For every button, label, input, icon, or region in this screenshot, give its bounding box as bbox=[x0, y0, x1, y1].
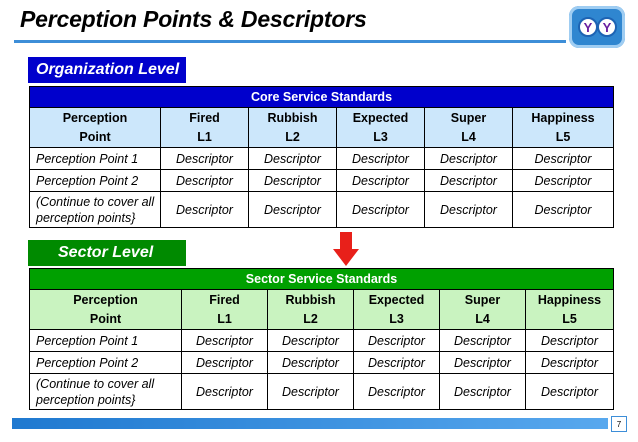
descriptor-cell: Descriptor bbox=[182, 374, 268, 410]
descriptor-cell: Descriptor bbox=[513, 170, 614, 192]
logo-left-ring: Y bbox=[578, 17, 598, 37]
descriptor-cell: Descriptor bbox=[513, 192, 614, 228]
table-row bbox=[30, 352, 614, 374]
descriptor-cell: Descriptor bbox=[337, 192, 425, 228]
perception-point-cell: Perception Point 2 bbox=[30, 352, 182, 374]
header-fired: Fired L1 bbox=[182, 290, 268, 330]
descriptor-cell: Descriptor bbox=[354, 374, 440, 410]
descriptor-cell: Descriptor bbox=[526, 352, 614, 374]
descriptor-cell: Descriptor bbox=[425, 170, 513, 192]
perception-point-cell: Perception Point 2 bbox=[30, 170, 161, 192]
descriptor-cell: Descriptor bbox=[440, 374, 526, 410]
header-perception-point: Perception Point bbox=[30, 108, 161, 148]
perception-point-cell: (Continue to cover all perception points} bbox=[30, 192, 161, 228]
descriptor-cell: Descriptor bbox=[249, 192, 337, 228]
descriptor-cell: Descriptor bbox=[161, 170, 249, 192]
descriptor-cell: Descriptor bbox=[161, 148, 249, 170]
header-super: Super L4 bbox=[425, 108, 513, 148]
header-super: Super L4 bbox=[440, 290, 526, 330]
page-number: 7 bbox=[611, 416, 627, 432]
descriptor-cell: Descriptor bbox=[440, 330, 526, 352]
descriptor-cell: Descriptor bbox=[425, 148, 513, 170]
company-logo bbox=[569, 6, 625, 48]
descriptor-cell: Descriptor bbox=[425, 192, 513, 228]
descriptor-cell: Descriptor bbox=[161, 192, 249, 228]
header-perception-point: Perception Point bbox=[30, 290, 182, 330]
descriptor-cell: Descriptor bbox=[268, 374, 354, 410]
header-fired: Fired L1 bbox=[161, 108, 249, 148]
descriptor-cell: Descriptor bbox=[249, 148, 337, 170]
header-rubbish: Rubbish L2 bbox=[268, 290, 354, 330]
table-row bbox=[30, 192, 614, 228]
table-row bbox=[30, 170, 614, 192]
sector-service-standards-table bbox=[29, 268, 614, 410]
descriptor-cell: Descriptor bbox=[354, 352, 440, 374]
descriptor-cell: Descriptor bbox=[526, 330, 614, 352]
descriptor-cell: Descriptor bbox=[354, 330, 440, 352]
descriptor-cell: Descriptor bbox=[526, 374, 614, 410]
descriptor-cell: Descriptor bbox=[440, 352, 526, 374]
sector-service-standards-band: Sector Service Standards bbox=[30, 269, 614, 290]
logo-right-ring: Y bbox=[597, 17, 617, 37]
header-expected: Expected L3 bbox=[354, 290, 440, 330]
descriptor-cell: Descriptor bbox=[337, 148, 425, 170]
table-row bbox=[30, 374, 614, 410]
perception-point-cell: Perception Point 1 bbox=[30, 148, 161, 170]
descriptor-cell: Descriptor bbox=[337, 170, 425, 192]
descriptor-cell: Descriptor bbox=[513, 148, 614, 170]
sector-level-label: Sector Level bbox=[28, 240, 186, 266]
header-rubbish: Rubbish L2 bbox=[249, 108, 337, 148]
down-arrow-icon bbox=[333, 232, 359, 266]
table-row bbox=[30, 148, 614, 170]
organization-level-label: Organization Level bbox=[28, 57, 186, 83]
header-happiness: Happiness L5 bbox=[513, 108, 614, 148]
title-underline bbox=[14, 40, 566, 43]
descriptor-cell: Descriptor bbox=[249, 170, 337, 192]
perception-point-cell: Perception Point 1 bbox=[30, 330, 182, 352]
core-service-standards-band: Core Service Standards bbox=[30, 87, 614, 108]
table-row bbox=[30, 330, 614, 352]
page-title: Perception Points & Descriptors bbox=[20, 6, 367, 32]
perception-point-cell: (Continue to cover all perception points} bbox=[30, 374, 182, 410]
header-happiness: Happiness L5 bbox=[526, 290, 614, 330]
header-expected: Expected L3 bbox=[337, 108, 425, 148]
descriptor-cell: Descriptor bbox=[268, 352, 354, 374]
core-service-standards-table bbox=[29, 86, 614, 228]
descriptor-cell: Descriptor bbox=[268, 330, 354, 352]
footer-bar bbox=[12, 418, 608, 429]
descriptor-cell: Descriptor bbox=[182, 352, 268, 374]
descriptor-cell: Descriptor bbox=[182, 330, 268, 352]
